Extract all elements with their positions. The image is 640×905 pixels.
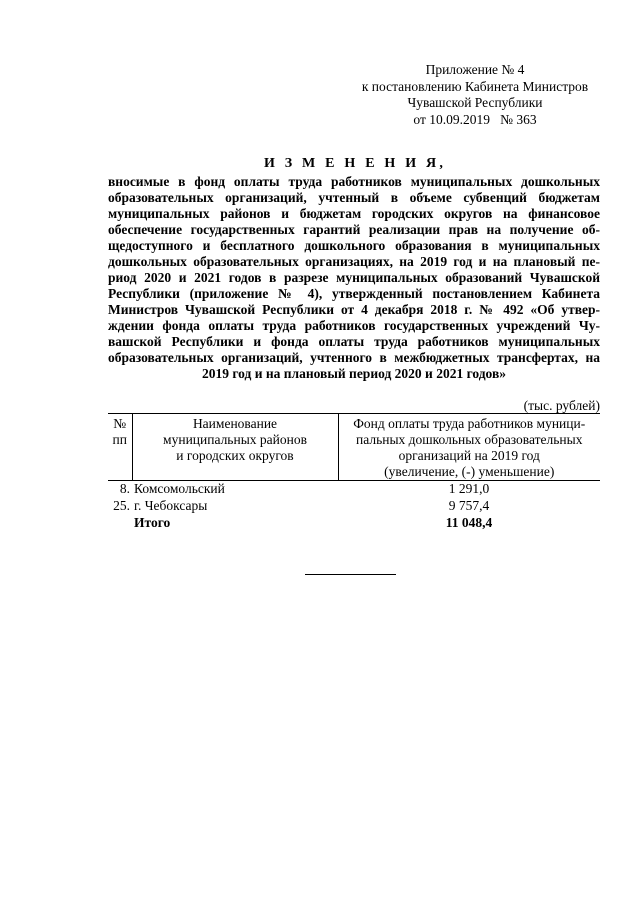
end-separator — [305, 574, 396, 575]
subtitle-line: ждении фонда оплаты труда работников государственных учреждений Чу- — [108, 318, 600, 333]
appendix-line: Приложение № 4 — [425, 62, 525, 77]
allocation-table — [108, 413, 600, 532]
units-label: (тыс. рублей) — [523, 398, 600, 413]
row-value: 9 757,4 — [448, 498, 490, 513]
appendix-line: к постановлению Кабинета Министров — [361, 78, 589, 94]
table-row — [108, 481, 600, 499]
appendix-note — [350, 62, 600, 128]
subtitle-line: дошкольных образовательных организациях, на 2019 год и на плановый пе- — [108, 254, 600, 269]
row-number: 25. — [113, 498, 130, 513]
row-name: Комсомольский — [134, 481, 225, 496]
appendix-line: Чувашской Республики — [407, 95, 543, 110]
header-name: Наименование муниципальных районов и городских округов — [132, 414, 338, 481]
subtitle-line: вносимые в фонд оплаты труда работников муниципальных дошкольных — [108, 174, 600, 189]
appendix-line: от 10.09.2019 № 363 — [413, 111, 537, 127]
header-num: № пп — [108, 414, 132, 481]
total-value: 11 048,4 — [445, 515, 493, 530]
header-value: Фонд оплаты труда работников муници- пальных дошкольных образовательных организаций на 2019 год (увеличение, (-) уменьшение) — [338, 414, 600, 481]
subtitle-line: муниципальных районов и бюджетам городских округов на финансовое — [108, 206, 600, 221]
subtitle-line: вашской Республики и фонда оплаты труда работников муниципальных — [108, 334, 600, 349]
row-number: 8. — [119, 481, 130, 496]
subtitle-line: Министров Чувашской Республики от 4 декабря 2018 г. № 492 «Об утвер- — [108, 302, 600, 317]
subtitle-line: обеспечение государственных гарантий реализации прав на получение об- — [108, 222, 600, 237]
row-name: г. Чебоксары — [134, 498, 208, 513]
document-title: И З М Е Н Е Н И Я, — [263, 156, 447, 171]
subtitle-line: щедоступного и бесплатного дошкольного образования в муниципальных — [108, 238, 600, 253]
subtitle-line: риод 2020 и 2021 годов в разрезе муниципальных образований Чувашской — [108, 270, 600, 285]
subtitle-line: образовательных организаций, учтенного в межбюджетных трансфертах, на — [108, 350, 600, 365]
total-row — [108, 515, 600, 532]
table-row — [108, 498, 600, 515]
row-value: 1 291,0 — [448, 481, 490, 496]
table-header-row — [108, 414, 600, 481]
total-label: Итого — [134, 515, 171, 530]
document-subtitle — [108, 174, 600, 382]
subtitle-line: 2019 год и на плановый период 2020 и 2021 годов» — [201, 366, 507, 381]
subtitle-line: Республики (приложение № 4), утвержденный постановлением Кабинета — [108, 286, 600, 301]
subtitle-line: образовательных организаций, учтенный в объеме субвенций бюджетам — [108, 190, 600, 205]
